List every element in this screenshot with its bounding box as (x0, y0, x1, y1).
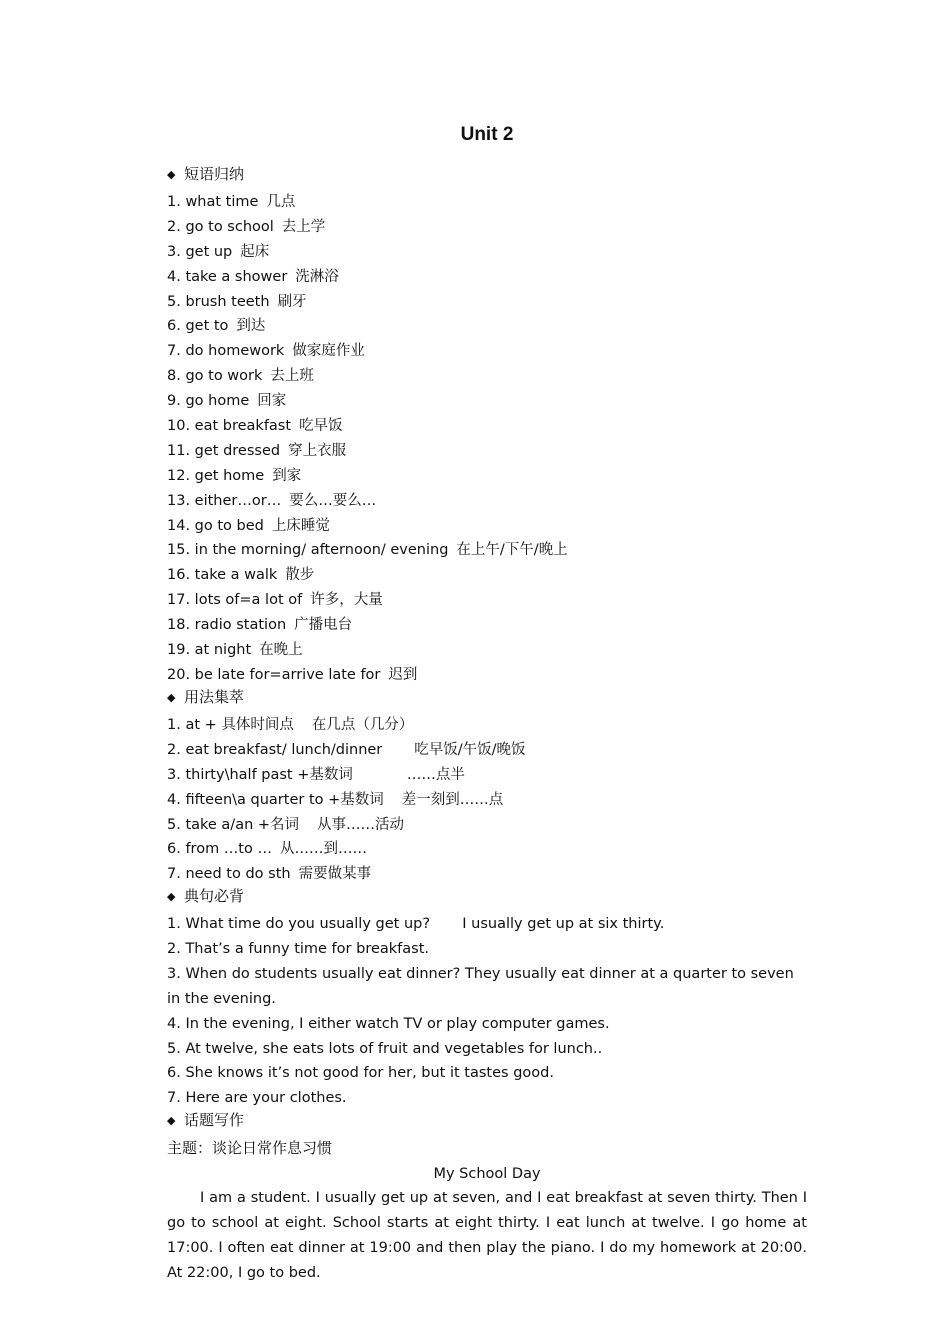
item-english: 3. get up (167, 243, 233, 260)
phrase-item (167, 290, 807, 315)
item-english: 2. go to school (167, 218, 274, 235)
sentence-item: 6. She knows it’s not good for her, but it tastes good. (167, 1065, 554, 1082)
item-chinese: 在几点（几分） (311, 717, 414, 733)
item-english: 15. in the morning/ afternoon/ evening (167, 542, 449, 559)
essay-body: I am a student. I usually get up at seven, and I eat breakfast at seven thirty. Then I go to school at eight. School starts at eight thirty. I eat lunch at twelve. I go home at 17:00. I often eat dinner at 19:00 and then play the piano. I do my homework at 20:00. At 22:00, I go to bed. (167, 1190, 807, 1281)
section-heading-phrases: ◆ 短语归纳 (167, 165, 245, 183)
section-heading-sentences: ◆ 典句必背 (167, 887, 245, 905)
sentence-list (167, 912, 807, 1111)
item-english: 19. at night (167, 642, 252, 659)
item-english: 4. take a shower (167, 268, 288, 285)
item-chinese: 上床睡觉 (271, 517, 330, 534)
section-heading-writing: ◆ 话题写作 (167, 1111, 245, 1129)
item-chinese: 吃早饭/午饭/晚饭 (414, 741, 526, 758)
item-chinese: 做家庭作业 (292, 343, 365, 360)
item-english: 16. take a walk (167, 567, 278, 584)
item-english: 5. take a/an +名词 (167, 816, 300, 833)
sentence-item: 2. That’s a funny time for breakfast. (167, 940, 429, 957)
item-chinese: 广播电台 (294, 617, 353, 634)
phrase-item (167, 414, 807, 439)
item-english: 6. get to (167, 318, 229, 335)
item-chinese: 刷牙 (277, 293, 307, 310)
item-english: 13. either…or… (167, 492, 282, 509)
item-chinese: 到家 (272, 467, 302, 484)
sentence-item: 1. What time do you usually get up? I usually get up at six thirty. (167, 916, 665, 932)
item-chinese: 从事……活动 (317, 816, 405, 833)
item-english: 20. be late for=arrive late for (167, 666, 381, 683)
usage-item (167, 862, 807, 887)
phrase-item (167, 439, 807, 464)
item-english: 1. what time (167, 194, 259, 210)
item-english: 18. radio station (167, 617, 287, 634)
item-english: 11. get dressed (167, 442, 281, 459)
item-chinese: 在晚上 (259, 642, 303, 659)
item-chinese: 去上班 (270, 368, 314, 385)
phrase-item (167, 190, 807, 215)
phrase-item (167, 339, 807, 364)
phrase-item (167, 364, 807, 389)
item-chinese: 要么…要么… (289, 492, 377, 509)
item-chinese: 散步 (285, 567, 315, 584)
item-chinese: 回家 (257, 393, 287, 410)
usage-item (167, 837, 807, 862)
item-chinese: 起床 (240, 243, 270, 260)
item-english: 4. fifteen\a quarter to +基数词 (167, 791, 384, 808)
item-chinese: 穿上衣服 (288, 442, 347, 459)
bullet-icon: ◆ (167, 168, 176, 181)
item-chinese: 到达 (236, 318, 266, 335)
item-chinese: 洗淋浴 (295, 268, 339, 285)
phrase-item (167, 588, 807, 613)
bullet-icon: ◆ (167, 890, 176, 903)
item-english: 17. lots of=a lot of (167, 592, 303, 609)
item-english: 5. brush teeth (167, 293, 270, 310)
essay-title: My School Day (433, 1166, 541, 1182)
bullet-icon: ◆ (167, 1114, 176, 1127)
phrase-list (167, 190, 807, 688)
sentence-item: 5. At twelve, she eats lots of fruit and vegetables for lunch.. (167, 1040, 603, 1057)
page-title: Unit 2 (460, 124, 514, 145)
item-chinese: 在上午/下午/晚上 (456, 542, 568, 559)
item-chinese: 去上学 (281, 218, 326, 235)
item-chinese: 差一刻到……点 (401, 791, 504, 808)
phrase-item (167, 663, 807, 688)
phrase-item (167, 389, 807, 414)
item-english: 7. need to do sth (167, 866, 291, 883)
item-chinese: 几点 (266, 194, 296, 210)
item-english: 7. do homework (167, 343, 285, 360)
phrase-item (167, 314, 807, 339)
phrase-item (167, 464, 807, 489)
item-chinese: 从……到…… (279, 841, 367, 858)
phrase-item (167, 538, 807, 563)
section-heading-usage: ◆ 用法集萃 (167, 688, 245, 706)
usage-list (167, 713, 807, 887)
item-chinese: 需要做某事 (298, 866, 372, 883)
item-english: 10. eat breakfast (167, 418, 292, 435)
item-english: 1. at + 具体时间点 (167, 717, 294, 733)
phrase-item (167, 240, 807, 265)
sentence-item: 4. In the evening, I either watch TV or play computer games. (167, 1015, 610, 1032)
usage-item (167, 763, 807, 788)
item-english: 9. go home (167, 393, 250, 410)
phrase-item (167, 638, 807, 663)
item-chinese: 吃早饭 (299, 418, 343, 435)
item-chinese: ……点半 (406, 766, 465, 783)
usage-item (167, 713, 807, 738)
item-chinese: 许多，大量 (310, 592, 383, 609)
item-english: 6. from …to … (167, 841, 272, 858)
phrase-item (167, 489, 807, 514)
sentence-item: 7. Here are your clothes. (167, 1090, 347, 1107)
phrase-item (167, 613, 807, 638)
item-chinese: 迟到 (388, 666, 418, 683)
phrase-item (167, 215, 807, 240)
phrase-item (167, 265, 807, 290)
writing-subject: 主题：谈论日常作息习惯 (167, 1139, 333, 1157)
sentence-item: 3. When do students usually eat dinner? They usually eat dinner at a quarter to seven in the evening. (167, 965, 799, 1007)
usage-item (167, 788, 807, 813)
usage-item (167, 738, 807, 763)
item-english: 12. get home (167, 467, 265, 484)
usage-item (167, 813, 807, 838)
item-english: 2. eat breakfast/ lunch/dinner (167, 741, 383, 758)
phrase-item (167, 563, 807, 588)
item-english: 8. go to work (167, 368, 263, 385)
item-english: 3. thirty\half past +基数词 (167, 766, 353, 783)
phrase-item (167, 514, 807, 539)
bullet-icon: ◆ (167, 691, 176, 704)
item-english: 14. go to bed (167, 517, 264, 534)
